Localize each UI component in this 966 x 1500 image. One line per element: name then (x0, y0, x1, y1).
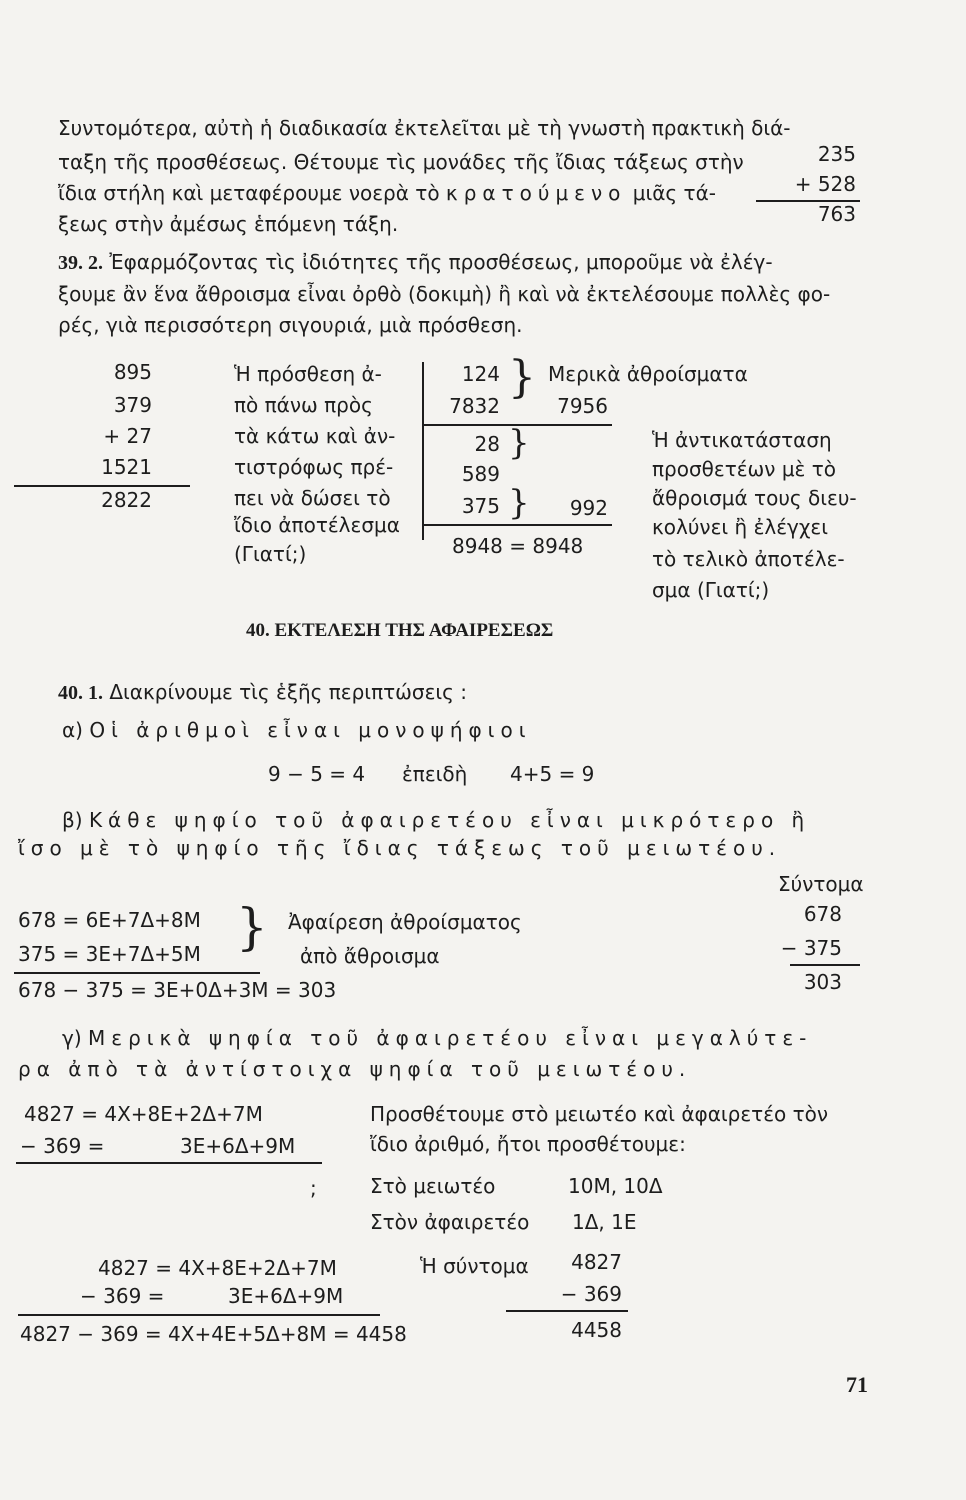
case-b-note-1: Ἀφαίρεση ἀθροίσματος (288, 910, 522, 934)
mid-text-1: Ἡ πρόσθεση ἀ- (234, 362, 382, 386)
case-a-eq-2: 4+5 = 9 (510, 762, 595, 786)
intro-sum: 763 (817, 202, 856, 226)
grid-right-2: 992 (569, 496, 608, 520)
case-c-r2b: 3Ε+6Δ+9Μ (228, 1284, 344, 1308)
case-c-semicolon: ; (310, 1176, 317, 1200)
col-add-num-2: 379 (113, 393, 152, 417)
col-add-total: 2822 (101, 488, 152, 512)
case-b-label: β) (62, 808, 83, 832)
sec-39-2-number: 39. 2. (58, 252, 103, 274)
case-c-text-1: Μερικὰ ψηφία τοῦ ἀφαιρετέου εἶναι μεγαλύτε- (88, 1026, 813, 1050)
intro-line-3c: μιᾶς τά- (632, 181, 716, 205)
case-b-row-2: 375 = 3Ε+7Δ+5Μ (18, 942, 201, 966)
case-c-rule-2 (18, 1314, 380, 1316)
sec-39-2-line-1 (58, 250, 773, 275)
mid-text-5: πει νὰ δώσει τὸ (234, 486, 391, 510)
case-c-add-2-value: 1Δ, 1Ε (572, 1210, 637, 1234)
case-c-add-2-label: Στὸν ἀφαιρετέο (370, 1210, 530, 1234)
intro-line-3a: ἴδια στήλη καὶ μεταφέρουμε νοερὰ τὸ (58, 181, 440, 205)
brace-1: } (508, 352, 536, 403)
grid-left-2: 7832 (449, 394, 500, 418)
case-c-add-1-value: 10Μ, 10Δ (568, 1174, 663, 1198)
case-b-line-1 (62, 808, 810, 832)
case-c-rule-1 (16, 1162, 322, 1164)
col-add-num-4: 1521 (101, 455, 152, 479)
grid-equality: 8948 = 8948 (452, 534, 584, 558)
right-text-5: τὸ τελικὸ ἀποτέλε- (652, 547, 845, 571)
case-b-short-1: 678 (803, 902, 842, 926)
mid-text-7: (Γιατί;) (234, 542, 307, 566)
case-b-note-2: ἀπὸ ἄθροισμα (300, 944, 440, 968)
intro-line-3 (58, 181, 716, 205)
grid-header: Μερικὰ ἀθροίσματα (548, 362, 748, 386)
case-a-label: α) (62, 718, 83, 742)
case-c-short-2: − 369 (560, 1282, 622, 1306)
sec-39-2-line-2: ξουμε ἂν ἕνα ἄθροισμα εἶναι ὀρθὸ (δοκιμὴ) ἢ καὶ νὰ ἐκτελέσουμε πολλὲς φο- (58, 282, 831, 306)
case-b-line-2: ἴσο μὲ τὸ ψηφίο τῆς ἴδιας τάξεως τοῦ μειωτέου. (18, 836, 782, 860)
grid-left-3: 28 (474, 432, 500, 456)
grid-right-1: 7956 (557, 394, 608, 418)
case-b-short-3: 303 (803, 970, 842, 994)
grid-left-1: 124 (461, 362, 500, 386)
sec-40-1-line (58, 680, 467, 705)
sec-40-1-number: 40. 1. (58, 682, 103, 704)
intro-line-2: ταξη τῆς προσθέσεως. Θέτουμε τὶς μονάδες τῆς ἴδιας τάξεως στὴν (58, 150, 744, 174)
case-c-label: γ) (62, 1026, 82, 1050)
page-number: 71 (846, 1372, 868, 1397)
case-a-line (62, 718, 531, 742)
section-40-title: 40. ΕΚΤΕΛΕΣΗ ΤΗΣ ΑΦΑΙΡΕΣΕΩΣ (246, 620, 554, 641)
case-c-row-2b: 3Ε+6Δ+9Μ (180, 1134, 296, 1158)
case-b-short-label: Σύντομα (778, 872, 864, 896)
case-b-row-1: 678 = 6Ε+7Δ+8Μ (18, 908, 201, 932)
mid-text-3: τὰ κάτω καὶ ἀν- (234, 424, 396, 448)
sec-40-1-text: Διακρίνουμε τὶς ἑξῆς περιπτώσεις : (109, 680, 467, 704)
case-c-short-rule (506, 1310, 628, 1312)
case-c-line-1 (62, 1026, 812, 1050)
intro-addend-b: + 528 (794, 172, 856, 196)
grid-rule-2 (422, 524, 612, 526)
intro-addend-a: 235 (817, 142, 856, 166)
case-c-note-1: Προσθέτουμε στὸ μειωτέο καὶ ἀφαιρετέο τὸν (370, 1102, 829, 1126)
right-text-2: προσθετέων μὲ τὸ (652, 457, 836, 481)
case-c-r1: 4827 = 4Χ+8Ε+2Δ+7Μ (98, 1256, 337, 1280)
case-c-row-1: 4827 = 4Χ+8Ε+2Δ+7Μ (24, 1102, 263, 1126)
case-c-row-2a: − 369 = (20, 1134, 105, 1158)
case-c-r2a: − 369 = (80, 1284, 165, 1308)
col-add-rule (14, 485, 190, 487)
case-c-short-3: 4458 (571, 1318, 622, 1342)
case-c-result: 4827 − 369 = 4Χ+4Ε+5Δ+8Μ = 4458 (20, 1322, 407, 1346)
sec-39-2-text: Ἐφαρμόζοντας τὶς ἰδιότητες τῆς προσθέσεως, μποροῦμε νὰ ἐλέγ- (109, 250, 773, 274)
case-b-brace: } (236, 898, 268, 956)
case-a-eq-1: 9 − 5 = 4 (268, 762, 366, 786)
grid-left-5: 375 (461, 494, 500, 518)
col-add-num-3: + 27 (103, 424, 152, 448)
right-text-4: κολύνει ἢ ἐλέγχει (652, 515, 828, 539)
case-b-short-2: − 375 (780, 936, 842, 960)
case-b-short-rule (790, 964, 860, 966)
col-add-num-1: 895 (113, 360, 152, 384)
brace-3: } (508, 483, 530, 523)
right-text-1: Ἡ ἀντικατάσταση (652, 428, 832, 452)
case-c-note-2: ἴδιο ἀριθμό, ἤτοι προσθέτουμε: (370, 1132, 686, 1156)
intro-spaced-word: κρατούμενο (445, 181, 627, 205)
mid-text-4: τιστρόφως πρέ- (234, 455, 394, 479)
right-text-3: ἄθροισμά τους διευ- (652, 486, 857, 510)
case-c-short-1: 4827 (571, 1250, 622, 1274)
case-b-result: 678 − 375 = 3Ε+0Δ+3Μ = 303 (18, 978, 337, 1002)
sec-39-2-line-3: ρές, γιὰ περισσότερη σιγουριά, μιὰ πρόσθεση. (58, 313, 523, 337)
mid-text-6: ἴδιο ἀποτέλεσμα (234, 513, 400, 537)
case-a-because: ἐπειδὴ (402, 762, 468, 786)
case-b-text-1: Κάθε ψηφίο τοῦ ἀφαιρετέου εἶναι μικρότερο ἢ (88, 808, 811, 832)
case-b-rule (14, 972, 260, 974)
grid-left-4: 589 (461, 462, 500, 486)
case-c-short-label: Ἡ σύντομα (420, 1254, 529, 1278)
right-text-6: σμα (Γιατί;) (652, 578, 770, 602)
intro-line-4: ξεως στὴν ἀμέσως ἑπόμενη τάξη. (58, 212, 399, 236)
brace-2: } (508, 423, 530, 463)
grid-vertical-rule (422, 362, 424, 540)
mid-text-2: πὸ πάνω πρὸς (234, 393, 373, 417)
intro-line-1: Συντομότερα, αὐτὴ ἡ διαδικασία ἐκτελεῖται μὲ τὴ γνωστὴ πρακτικὴ διά- (58, 116, 791, 140)
case-a-text: Οἱ ἀριθμοὶ εἶναι μονοψήφιοι (89, 718, 532, 742)
case-c-add-1-label: Στὸ μειωτέο (370, 1174, 496, 1198)
case-c-line-2: ρα ἀπὸ τὰ ἀντίστοιχα ψηφία τοῦ μειωτέου. (18, 1057, 692, 1081)
